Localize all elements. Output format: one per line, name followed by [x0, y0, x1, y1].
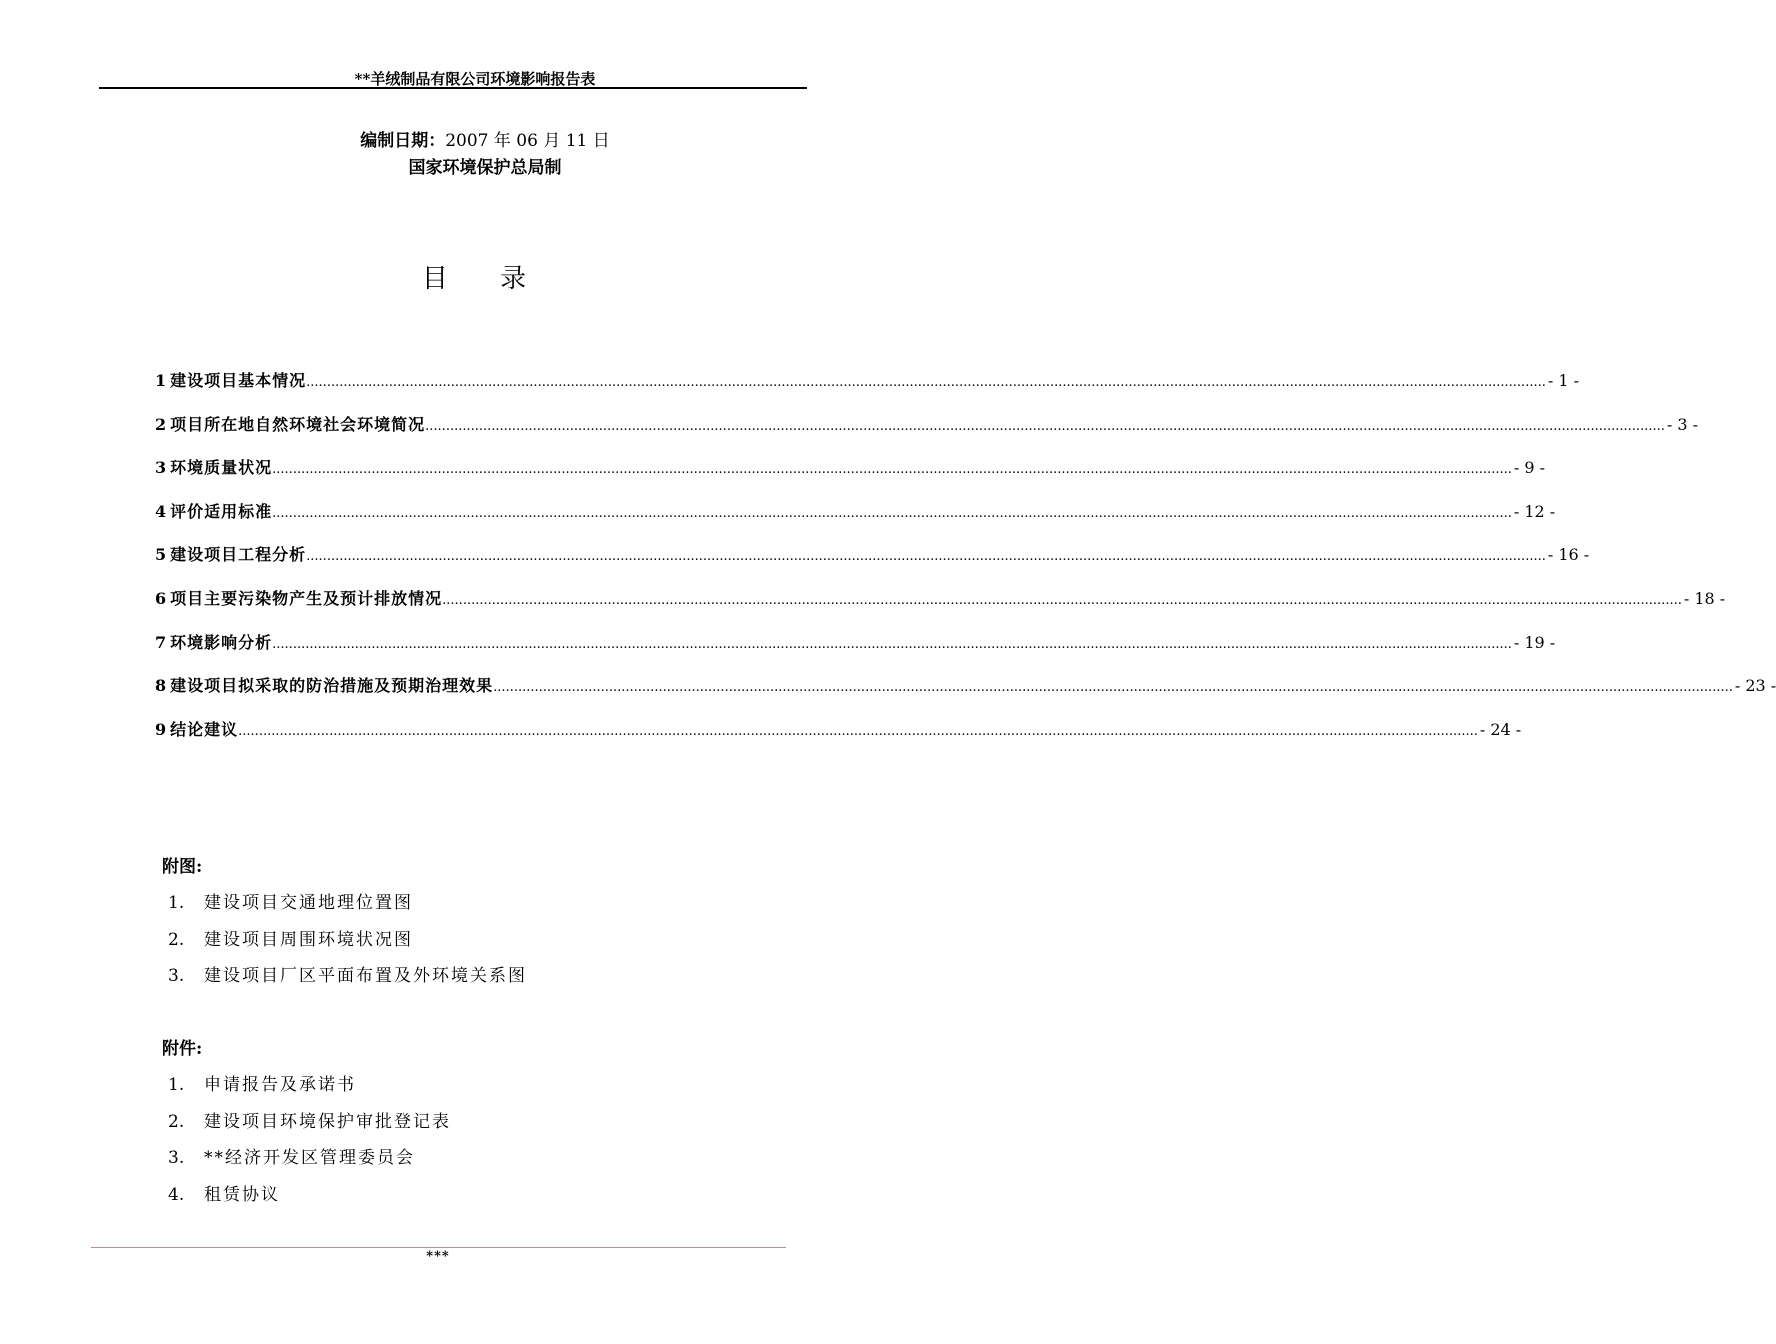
toc-entry-page: - 3 -: [1666, 414, 1699, 434]
toc-entry[interactable]: [155, 455, 1546, 499]
list-item-index: 2.: [168, 929, 185, 950]
toc-entry-page: - 24 -: [1479, 719, 1522, 739]
toc-entry-page: - 9 -: [1513, 458, 1546, 478]
toc-entry[interactable]: [155, 586, 1726, 630]
toc-dot-leader: ............................................................................................................................................................................................................................................................................................................: [306, 549, 1546, 565]
toc-entry-title: 项目主要污染物产生及预计排放情况: [170, 588, 443, 608]
list-item: [168, 1180, 451, 1217]
list-item: [168, 961, 527, 998]
toc-entry-number: 5: [155, 545, 167, 565]
list-item-index: 1.: [168, 893, 185, 913]
header-title: **羊绒制品有限公司环境影响报告表: [354, 70, 596, 88]
toc-dot-leader: ............................................................................................................................................................................................................................................................................................................: [442, 592, 1682, 608]
list-item: [168, 1070, 451, 1107]
issuing-authority: 国家环境保护总局制: [408, 158, 562, 178]
toc-entry-title: 环境影响分析: [170, 632, 273, 652]
toc-entry-title: 建设项目拟采取的防治措施及预期治理效果: [170, 676, 494, 696]
list-item-text: 建设项目周围环境状况图: [204, 929, 413, 950]
toc-entry-page: - 23 -: [1734, 676, 1776, 696]
toc-entry-title: 建设项目工程分析: [170, 545, 307, 565]
toc-dot-leader: ............................................................................................................................................................................................................................................................................................................: [238, 723, 1478, 739]
footer-mark: ***: [426, 1249, 450, 1264]
toc-entry-number: 7: [155, 632, 167, 652]
toc-entry-number: 6: [155, 588, 167, 608]
toc-entry[interactable]: [155, 499, 1556, 543]
attachments-list: [168, 1070, 451, 1216]
list-item-index: 3.: [168, 966, 185, 987]
toc-heading: 目 录: [421, 264, 549, 294]
compile-date: [0, 126, 970, 151]
toc-entry-number: 2: [155, 414, 167, 434]
toc-entry[interactable]: [155, 717, 1522, 761]
list-item-text: 建设项目厂区平面布置及外环境关系图: [204, 966, 527, 987]
list-item: [168, 925, 527, 962]
toc-entry-number: 3: [155, 458, 167, 478]
list-item: [168, 1143, 451, 1180]
toc-entry-title: 项目所在地自然环境社会环境简况: [170, 414, 426, 434]
header-rule: [99, 87, 807, 89]
list-item-text: 建设项目环境保护审批登记表: [204, 1111, 451, 1132]
toc-dot-leader: ............................................................................................................................................................................................................................................................................................................: [425, 418, 1665, 434]
toc-entry-number: 1: [155, 371, 167, 390]
toc-entry[interactable]: [155, 673, 1776, 717]
toc-entry-number: 9: [155, 719, 167, 739]
toc-entry-number: 8: [155, 676, 167, 696]
toc-entry-title: 评价适用标准: [170, 501, 273, 521]
toc-entry-number: 4: [155, 501, 167, 521]
toc-entry-page: - 16 -: [1547, 545, 1590, 565]
toc-entry-page: - 18 -: [1683, 588, 1726, 608]
list-item-index: 3.: [168, 1148, 185, 1169]
list-item: [168, 888, 527, 925]
toc-entry-title: 结论建议: [170, 719, 239, 739]
figures-label: 附图:: [162, 857, 203, 877]
attachments-label: 附件:: [162, 1039, 203, 1059]
toc-entry[interactable]: [155, 630, 1556, 674]
table-of-contents: [155, 368, 1776, 760]
figures-list: [168, 888, 527, 998]
list-item-index: 2.: [168, 1111, 185, 1132]
list-item-index: 4.: [168, 1184, 185, 1205]
list-item-text: 租赁协议: [204, 1184, 280, 1205]
list-item-index: 1.: [168, 1075, 185, 1095]
toc-dot-leader: ............................................................................................................................................................................................................................................................................................................: [272, 636, 1512, 652]
toc-entry[interactable]: [155, 368, 1580, 412]
compile-date-label: 编制日期：: [360, 131, 446, 151]
toc-dot-leader: ............................................................................................................................................................................................................................................................................................................: [272, 462, 1512, 478]
compile-date-value: 2007 年 06 月 11 日: [445, 131, 610, 151]
toc-entry-page: - 12 -: [1513, 501, 1556, 521]
list-item: [168, 1107, 451, 1144]
toc-entry[interactable]: [155, 542, 1590, 586]
toc-dot-leader: ............................................................................................................................................................................................................................................................................................................: [306, 375, 1546, 390]
list-item-text: 申请报告及承诺书: [204, 1075, 356, 1095]
list-item-text: **经济开发区管理委员会: [204, 1148, 415, 1169]
toc-entry-title: 建设项目基本情况: [170, 371, 307, 390]
toc-entry-page: - 1 -: [1547, 371, 1580, 390]
footer-rule: [91, 1247, 786, 1248]
toc-dot-leader: ............................................................................................................................................................................................................................................................................................................: [493, 680, 1733, 696]
toc-entry[interactable]: [155, 412, 1699, 456]
toc-entry-title: 环境质量状况: [170, 458, 273, 478]
toc-entry-page: - 19 -: [1513, 632, 1556, 652]
toc-dot-leader: ............................................................................................................................................................................................................................................................................................................: [272, 505, 1512, 521]
list-item-text: 建设项目交通地理位置图: [204, 893, 413, 913]
